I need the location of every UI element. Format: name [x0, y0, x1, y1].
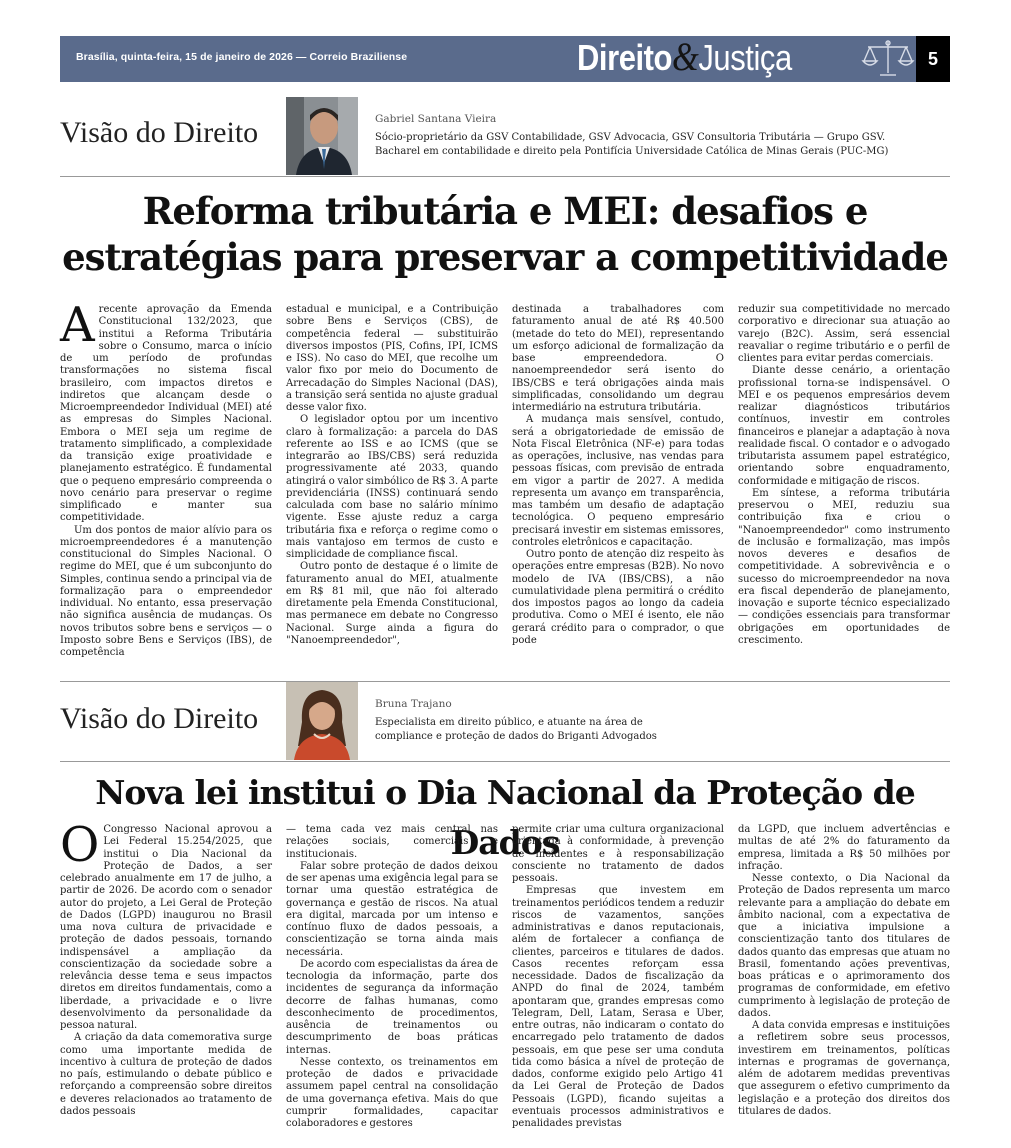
paragraph: Outro ponto de destaque é o limite de faturamento anual do MEI, atualmente em R$ 81 mil, que não foi alterado diretamente pela Emenda Constitucional, mas permanece em debate no Congresso Nacional. Surge ainda a figura do "Nanoempreendedor", [286, 561, 498, 646]
paragraph: estadual e municipal, e a Contribuição sobre Bens e Serviços (CBS), de competência federal — substituirão diversos impostos (PIS, Cofins, IPI, ICMS e ISS). No caso do MEI, que recolhe um valor fixo por meio do Documento de Arrecadação do Simples Nacional (DAS), a transição será sentida no ajuste gradual desse valor fixo. [286, 304, 498, 413]
paragraph: — tema cada vez mais central nas relações sociais, comerciais e institucionais. [286, 824, 498, 860]
paragraph: A recente aprovação da Emenda Constitucional 132/2023, que institui a Reforma Tributária sobre o Consumo, marca o início de um período de profundas transformações no sistema fiscal brasileiro, com impactos diretos e indiretos que alcançam desde o Microempreendedor Individual (MEI) até as empresas do Simples Nacional. Embora o MEI seja um regime de tratamento simplificado, a complexidade da transição exige proatividade e planejamento estratégico. É fundamental que o pequeno empresário compreenda o novo cenário para preservar o regime simplificado e manter sua competitividade. [60, 297, 272, 524]
paragraph: da LGPD, que incluem advertências e multas de até 2% do faturamento da empresa, limitada a R$ 50 milhões por infração. [738, 824, 950, 872]
divider [60, 761, 950, 762]
paragraph: Diante desse cenário, a orientação profissional torna-se indispensável. O MEI e os pequenos empresários devem realizar diagnósticos tributários contínuos, investir em controles financeiros e planejar a adaptação à nova realidade fiscal. O contador e o advogado tributarista assumem papel estratégico, orientando sobre enquadramento, conformidade e mitigação de riscos. [738, 365, 950, 487]
paragraph: Outro ponto de atenção diz respeito às operações entre empresas (B2B). No novo modelo de IVA (IBS/CBS), a não cumulatividade plena permitirá o crédito dos impostos pagos ao longo da cadeia produtiva. Como o MEI é isento, ele não gerará crédito para o comprador, o que pode [512, 549, 724, 646]
author-bio-line-2: compliance e proteção de dados do Briganti Advogados [375, 731, 657, 742]
article-column-2 [286, 304, 498, 658]
dateline: Brasília, quinta-feira, 15 de janeiro de 2026 — Correio Braziliense [76, 51, 408, 63]
paragraph: De acordo com especialistas da área de tecnologia da informação, parte dos incidentes de segurança da informação decorre de falhas humanas, como desconhecimento de procedimentos, ausência de treinamentos ou descumprimento de boas práticas internas. [286, 958, 498, 1056]
paragraph: O legislador optou por um incentivo claro à formalização: a parcela do DAS referente ao ISS e ao ICMS (que se integrarão ao IBS/CBS) será reduzida progressivamente até 2033, quando atingirá o valor simbólico de R$ 3. A parte previdenciária (INSS) continuará sendo calculada com base no salário mínimo vigente. Esse ajuste reduz a carga tributária fixa e reforça o regime como o mais vantajoso em termos de custo e simplicidade de compliance fiscal. [286, 414, 498, 560]
section-word-direito: Direito [577, 37, 673, 78]
article-column-4 [738, 304, 950, 658]
author-bio-line-1: Especialista em direito público, e atuante na área de [375, 717, 643, 728]
author-name: Bruna Trajano [375, 698, 452, 710]
article-column-4 [738, 824, 950, 1120]
article-column-1 [60, 817, 272, 1120]
section-label: Visão do Direito [60, 702, 259, 735]
paragraph: O Congresso Nacional aprovou a Lei Federal 15.254/2025, que institui o Dia Nacional da Proteção de Dados, a ser celebrado anualmente em 17 de julho, a partir de 2026. De acordo com o senador autor do projeto, a Lei Geral de Proteção de Dados (LGPD) inaugurou no Brasil uma nova cultura de privacidade e proteção de dados pessoais, tornando indispensável a ampliação da conscientização da sociedade sobre a relevância desse tema e seus impactos diretos em direitos fundamentais, como a liberdade, a privacidade e o livre desenvolvimento da personalidade da pessoa natural. [60, 817, 272, 1031]
author-bio-line-1: Sócio-proprietário da GSV Contabilidade, GSV Advocacia, GSV Consultoria Tributária — Grupo GSV. [375, 132, 886, 143]
section-logo [577, 33, 792, 80]
divider [60, 176, 950, 177]
section-word-justica: Justiça [698, 37, 792, 78]
author-photo [286, 682, 358, 760]
article-column-3 [512, 824, 724, 1129]
paragraph: Em síntese, a reforma tributária preservou o MEI, reduziu sua contribuição fixa e criou o "Nanoempreendedor" como instrumento de inclusão e formalização, mas impôs novos deveres e desafios de competitividade. A sobrevivência e o sucesso do microempreendedor na nova era fiscal dependerão de planejamento, inovação e suporte técnico especializado — condições essenciais para transformar obrigações em oportunidades de crescimento. [738, 487, 950, 646]
paragraph: Nesse contexto, o Dia Nacional da Proteção de Dados representa um marco relevante para a ampliação do debate em âmbito nacional, com a expectativa de que a iniciativa impulsione a conscientização tanto dos titulares de dados quanto das empresas que atuam no Brasil, fomentando ações preventivas, boas práticas e o aprimoramento dos programas de conformidade, em efetivo cumprimento à legislação de proteção de dados. [738, 873, 950, 1019]
author-photo-illustration [286, 682, 358, 760]
paragraph: Nesse contexto, os treinamentos em proteção de dados e privacidade assumem papel central na consolidação de uma governança efetiva. Mais do que cumprir formalidades, capacitar colaboradores e gestores [286, 1056, 498, 1129]
drop-cap: O [60, 817, 100, 873]
paragraph: Um dos pontos de maior alívio para os microempreendedores é a manutenção constitucional do Simples Nacional. O regime do MEI, que é um subconjunto do Simples, continua sendo a principal via de formalização para o empreendedor individual. No entanto, essa preservação não significa ausência de mudanças. Os novos tributos sobre bens e serviços — o Imposto sobre Bens e Serviços (IBS), de competência [60, 524, 272, 658]
paragraph: A criação da data comemorativa surge como uma importante medida de incentivo à cultura de proteção de dados no país, estimulando o debate público e reforçando a compreensão sobre direitos e deveres relacionados ao tratamento de dados pessoais [60, 1032, 272, 1117]
author-photo [286, 97, 358, 175]
paragraph: reduzir sua competitividade no mercado corporativo e direcionar sua atuação ao varejo (B2C). Assim, será essencial reavaliar o regime tributário e o perfil de clientes para evitar perdas comerciais. [738, 304, 950, 364]
paragraph: A data convida empresas e instituições a refletirem sobre seus processos, investirem em treinamentos, políticas internas e programas de governança, além de adotarem medidas preventivas que assegurem o efetivo cumprimento da legislação e a proteção dos direitos dos titulares de dados. [738, 1020, 950, 1117]
headline [40, 188, 970, 280]
headline-line-1: Reforma tributária e MEI: desafios e [142, 189, 868, 233]
author-photo-illustration [286, 97, 358, 175]
paragraph: permite criar uma cultura organizacional orientada à conformidade, à prevenção de incidentes e à responsabilização consciente no tratamento de dados pessoais. [512, 824, 724, 884]
drop-cap: A [60, 297, 95, 353]
headline-line-1: Nova lei institui o Dia Nacional da Proteção de Dados [95, 773, 915, 862]
paragraph: destinada a trabalhadores com faturamento anual de até R$ 40.500 (metade do teto do MEI), representando um esforço adicional de formalização da base empreendedora. O nanoempreendedor será isento do IBS/CBS e terá obrigações ainda mais simplificadas, consolidando um degrau intermediário na estrutura tributária. [512, 304, 724, 413]
article-column-3 [512, 304, 724, 658]
paragraph: Falar sobre proteção de dados deixou de ser apenas uma exigência legal para se tornar uma questão estratégica de governança e gestão de riscos. Na atual era digital, marcada por um intenso e contínuo fluxo de dados pessoais, a conscientização se torna ainda mais necessária. [286, 860, 498, 958]
paragraph: A mudança mais sensível, contudo, será a obrigatoriedade de emissão de Nota Fiscal Eletrônica (NF-e) para todas as operações, inclusive, nas vendas para pessoas físicas, com previsão de entrada em vigor a partir de 2027. A medida representa um avanço em transparência, mas também um desafio de adaptação tecnológica. O pequeno empresário precisará investir em sistemas emissores, controles eletrônicos e capacitação. [512, 414, 724, 548]
page-number: 5 [916, 36, 950, 82]
author-bio-line-2: Bacharel em contabilidade e direito pela Pontifícia Universidade Católica de Minas Gerais (PUC-MG) [375, 146, 889, 157]
article-column-1 [60, 297, 272, 658]
section-label: Visão do Direito [60, 116, 259, 149]
article-column-2 [286, 824, 498, 1129]
section-ampersand: & [672, 34, 699, 79]
author-name: Gabriel Santana Vieira [375, 113, 497, 125]
divider [60, 681, 950, 682]
headline-line-2: estratégias para preservar a competitividade [62, 235, 948, 279]
paragraph: Empresas que investem em treinamentos periódicos tendem a reduzir riscos de vazamentos, sanções administrativas e danos reputacionais, além de fortalecer a confiança de clientes, parceiros e titulares de dados. Casos recentes reforçam essa necessidade. Dados de fiscalização da ANPD do final de 2024, também apontaram que, grandes empresas como Telegram, Dell, Latam, Serasa e Uber, entre outras, não indicaram o contato do encarregado pelo tratamento de dados pessoais, em que pese ser uma conduta tida como básica a nível de proteção de dados, conforme exigido pelo Artigo 41 da Lei Geral de Proteção de Dados Pessoais (LGPD), ficando sujeitas a eventuais processos administrativos e penalidades previstas [512, 885, 724, 1129]
scales-of-justice-icon [860, 39, 916, 79]
